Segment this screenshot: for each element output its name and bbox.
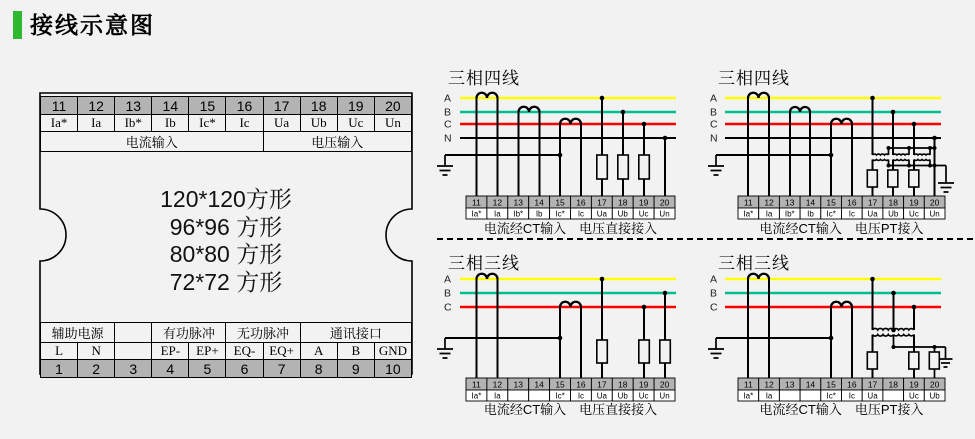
svg-text:Un: Un <box>929 209 940 219</box>
terminal-label: Ia <box>78 115 115 132</box>
svg-text:12: 12 <box>764 197 774 208</box>
wiring-caption: 电流经CT输入 电压PT接入 <box>759 402 924 417</box>
size-line: 96*96 方形 <box>169 213 283 240</box>
terminal-label: Ub <box>300 115 337 132</box>
wiring-caption: 电流经CT输入 电压直接接入 <box>483 221 658 236</box>
svg-text:17: 17 <box>867 197 878 208</box>
svg-text:19: 19 <box>909 197 919 208</box>
svg-text:16: 16 <box>847 379 857 390</box>
ground-icon <box>708 155 724 175</box>
terminal-number: 13 <box>115 97 152 115</box>
panel-bottom-terminal-table <box>40 322 412 378</box>
ground-bus <box>708 153 833 175</box>
svg-text:Ia: Ia <box>494 391 501 401</box>
terminal-number: 6 <box>226 360 263 378</box>
group-reactive-pulse: 无功脉冲 <box>226 323 300 343</box>
svg-text:12: 12 <box>764 379 774 390</box>
terminal-number: 17 <box>263 97 300 115</box>
terminal-label: Ia* <box>41 115 78 132</box>
diagram-title: 三相三线 <box>448 254 520 273</box>
svg-text:Ic: Ic <box>577 391 585 401</box>
svg-text:Uc: Uc <box>638 209 649 219</box>
terminal-strip <box>738 378 945 401</box>
terminal-number-row <box>41 360 412 378</box>
svg-text:Ub: Ub <box>617 209 628 219</box>
phase-label-b: B <box>444 106 452 119</box>
svg-text:Ib: Ib <box>807 209 814 219</box>
svg-text:Un: Un <box>659 391 670 401</box>
svg-text:Ub: Ub <box>888 209 899 219</box>
terminal-strip <box>738 196 945 219</box>
svg-text:Ua: Ua <box>596 209 607 219</box>
svg-text:Ic*: Ic* <box>555 391 565 401</box>
svg-text:14: 14 <box>534 197 544 208</box>
fuse-icon <box>888 170 898 187</box>
svg-text:Un: Un <box>659 209 670 219</box>
fuse-icon <box>618 155 629 179</box>
terminal-label-row <box>41 343 412 360</box>
svg-text:15: 15 <box>826 197 836 208</box>
svg-text:13: 13 <box>513 379 523 390</box>
pt-transformer-icon <box>914 154 930 160</box>
terminal-number: 20 <box>374 97 411 115</box>
terminal-number: 3 <box>115 360 152 378</box>
svg-text:Uc: Uc <box>909 391 919 401</box>
fuse-icon <box>867 352 877 369</box>
terminal-number-row <box>41 97 412 115</box>
terminal-strip <box>466 196 675 219</box>
wiring-caption: 电流经CT输入 电压直接接入 <box>483 402 658 417</box>
terminal-number: 5 <box>189 360 226 378</box>
terminal-label: N <box>78 343 115 360</box>
svg-text:Ia: Ia <box>765 209 773 219</box>
fuse-icon <box>597 340 608 363</box>
svg-text:Ia*: Ia* <box>471 209 482 219</box>
phase-label-c: C <box>444 301 452 314</box>
phase-label-b: B <box>710 287 718 300</box>
terminal-number: 19 <box>337 97 374 115</box>
ground-bus <box>437 153 562 175</box>
pt-transformer-icon <box>873 328 894 336</box>
svg-text:13: 13 <box>785 379 795 390</box>
group-voltage-input: 电压输入 <box>263 132 411 152</box>
phase-label-n: N <box>710 132 718 145</box>
terminal-number: 9 <box>337 360 374 378</box>
phase-label-b: B <box>710 106 718 119</box>
svg-text:14: 14 <box>805 379 816 390</box>
ground-icon <box>939 351 953 367</box>
ground-bus <box>437 336 562 358</box>
terminal-number: 4 <box>152 360 189 378</box>
svg-text:Ia*: Ia* <box>471 391 482 401</box>
svg-text:11: 11 <box>472 197 481 208</box>
terminal-label-row <box>41 115 412 132</box>
phase-label-a: A <box>710 92 718 105</box>
svg-text:19: 19 <box>638 379 649 390</box>
terminal-number: 18 <box>300 97 337 115</box>
terminal-label: L <box>41 343 78 360</box>
svg-text:Ia*: Ia* <box>743 209 754 219</box>
terminal-number: 1 <box>41 360 78 378</box>
terminal-number: 7 <box>263 360 300 378</box>
terminal-label: Uc <box>337 115 374 132</box>
svg-text:11: 11 <box>743 197 753 208</box>
terminal-number: 12 <box>78 97 115 115</box>
terminal-label: GND <box>374 343 411 360</box>
terminal-label: Ic* <box>189 115 226 132</box>
svg-text:Ua: Ua <box>867 391 878 401</box>
diagram-3p4w-ct-pt <box>700 55 975 247</box>
terminal-label: EQ- <box>226 343 263 360</box>
terminal-label: EP+ <box>189 343 226 360</box>
terminal-label: Un <box>374 115 411 132</box>
pt-transformer-icon <box>894 329 914 336</box>
diagram-title: 三相三线 <box>718 254 790 273</box>
group-blank <box>115 323 152 343</box>
svg-text:Uc: Uc <box>638 391 649 401</box>
svg-text:11: 11 <box>472 379 481 390</box>
terminal-number: 15 <box>189 97 226 115</box>
page-title: 接线示意图 <box>30 12 155 38</box>
svg-text:Ia: Ia <box>765 391 773 401</box>
svg-text:20: 20 <box>929 379 940 390</box>
svg-text:Ib: Ib <box>535 209 543 219</box>
svg-text:17: 17 <box>867 379 878 390</box>
diagram-3p4w-ct-direct <box>435 55 707 247</box>
phase-label-b: B <box>444 287 452 300</box>
svg-text:17: 17 <box>597 379 607 390</box>
svg-text:Ia*: Ia* <box>743 391 754 401</box>
size-line: 80*80 方形 <box>169 241 283 267</box>
phase-label-c: C <box>710 118 718 131</box>
fuse-icon <box>639 155 650 179</box>
phase-label-a: A <box>710 273 718 286</box>
terminal-label <box>115 343 152 360</box>
svg-text:18: 18 <box>618 379 628 390</box>
pt-transformer-icon <box>893 154 909 160</box>
phase-label-n: N <box>444 132 452 145</box>
terminal-label: B <box>337 343 374 360</box>
phase-label-a: A <box>444 92 452 105</box>
phase-label-a: A <box>444 273 452 286</box>
terminal-number: 14 <box>152 97 189 115</box>
size-line: 72*72 方形 <box>169 268 283 295</box>
svg-text:16: 16 <box>576 379 586 390</box>
diagram-title: 三相四线 <box>448 69 520 88</box>
ground-icon <box>708 338 724 358</box>
terminal-number: 16 <box>226 97 263 115</box>
svg-text:18: 18 <box>618 197 628 208</box>
terminal-label: Ib* <box>115 115 152 132</box>
svg-text:Ia: Ia <box>494 209 501 219</box>
svg-text:Ic: Ic <box>577 209 585 219</box>
terminal-number: 8 <box>300 360 337 378</box>
svg-text:14: 14 <box>534 379 544 390</box>
fuse-icon <box>909 170 919 187</box>
svg-text:Ic: Ic <box>848 209 855 219</box>
svg-text:11: 11 <box>743 379 753 390</box>
svg-text:17: 17 <box>597 197 607 208</box>
svg-text:13: 13 <box>513 197 523 208</box>
pt-transformer-icon <box>873 154 889 160</box>
terminal-number: 10 <box>374 360 411 378</box>
fuse-icon <box>929 352 939 369</box>
terminal-label: Ib <box>152 115 189 132</box>
terminal-number: 2 <box>78 360 115 378</box>
svg-text:16: 16 <box>847 197 857 208</box>
fuse-icon <box>867 170 877 187</box>
fuse-icon <box>660 340 671 363</box>
terminal-label: Ic <box>226 115 263 132</box>
page-header <box>13 11 155 39</box>
svg-text:20: 20 <box>659 379 670 390</box>
terminal-label: Ua <box>263 115 300 132</box>
svg-text:15: 15 <box>555 197 565 208</box>
fuse-icon <box>909 352 919 369</box>
svg-text:19: 19 <box>909 379 919 390</box>
svg-text:Ub: Ub <box>617 391 628 401</box>
size-line: 120*120方形 <box>160 186 292 212</box>
svg-text:Ub: Ub <box>929 391 940 401</box>
group-aux-power: 辅助电源 <box>41 323 115 343</box>
terminal-group-row <box>41 323 412 343</box>
group-current-input: 电流输入 <box>41 132 264 152</box>
svg-text:Ib*: Ib* <box>784 209 795 219</box>
svg-text:Uc: Uc <box>909 209 919 219</box>
group-active-pulse: 有功脉冲 <box>152 323 226 343</box>
fuse-icon <box>639 340 650 363</box>
group-comm-port: 通讯接口 <box>300 323 411 343</box>
terminal-strip <box>466 378 675 401</box>
svg-text:18: 18 <box>888 379 898 390</box>
title-accent-bar <box>13 11 22 39</box>
svg-text:19: 19 <box>638 197 649 208</box>
svg-text:Ic: Ic <box>848 391 855 401</box>
panel-top-terminal-table <box>40 96 412 152</box>
terminal-label: A <box>300 343 337 360</box>
svg-text:20: 20 <box>929 197 940 208</box>
ground-icon <box>437 155 453 175</box>
phase-label-c: C <box>444 118 452 131</box>
diagram-3p3w-ct-direct <box>435 247 707 425</box>
wiring-caption: 电流经CT输入 电压PT接入 <box>759 221 924 236</box>
svg-text:Ua: Ua <box>867 209 878 219</box>
svg-text:Ib*: Ib* <box>513 209 524 219</box>
ground-icon <box>437 338 453 358</box>
svg-text:Ic*: Ic* <box>555 209 565 219</box>
svg-text:12: 12 <box>492 379 503 390</box>
svg-text:13: 13 <box>785 197 795 208</box>
diagram-3p3w-ct-pt <box>700 247 975 425</box>
svg-text:15: 15 <box>555 379 565 390</box>
diagram-title: 三相四线 <box>718 69 790 88</box>
phase-lines <box>725 98 941 138</box>
svg-text:12: 12 <box>492 197 503 208</box>
svg-text:16: 16 <box>576 197 586 208</box>
svg-text:14: 14 <box>805 197 816 208</box>
phase-label-c: C <box>710 301 718 314</box>
terminal-number: 11 <box>41 97 78 115</box>
ground-bus <box>708 336 833 358</box>
terminal-label: EP- <box>152 343 189 360</box>
svg-text:Ua: Ua <box>596 391 607 401</box>
svg-text:20: 20 <box>659 197 670 208</box>
svg-text:Ic*: Ic* <box>826 209 836 219</box>
svg-text:18: 18 <box>888 197 898 208</box>
ground-icon <box>938 172 954 192</box>
svg-text:15: 15 <box>826 379 836 390</box>
terminal-label: EQ+ <box>263 343 300 360</box>
fuse-icon <box>597 155 608 179</box>
svg-text:Ic*: Ic* <box>826 391 836 401</box>
panel-size-text <box>40 186 412 296</box>
terminal-group-row <box>41 132 412 152</box>
